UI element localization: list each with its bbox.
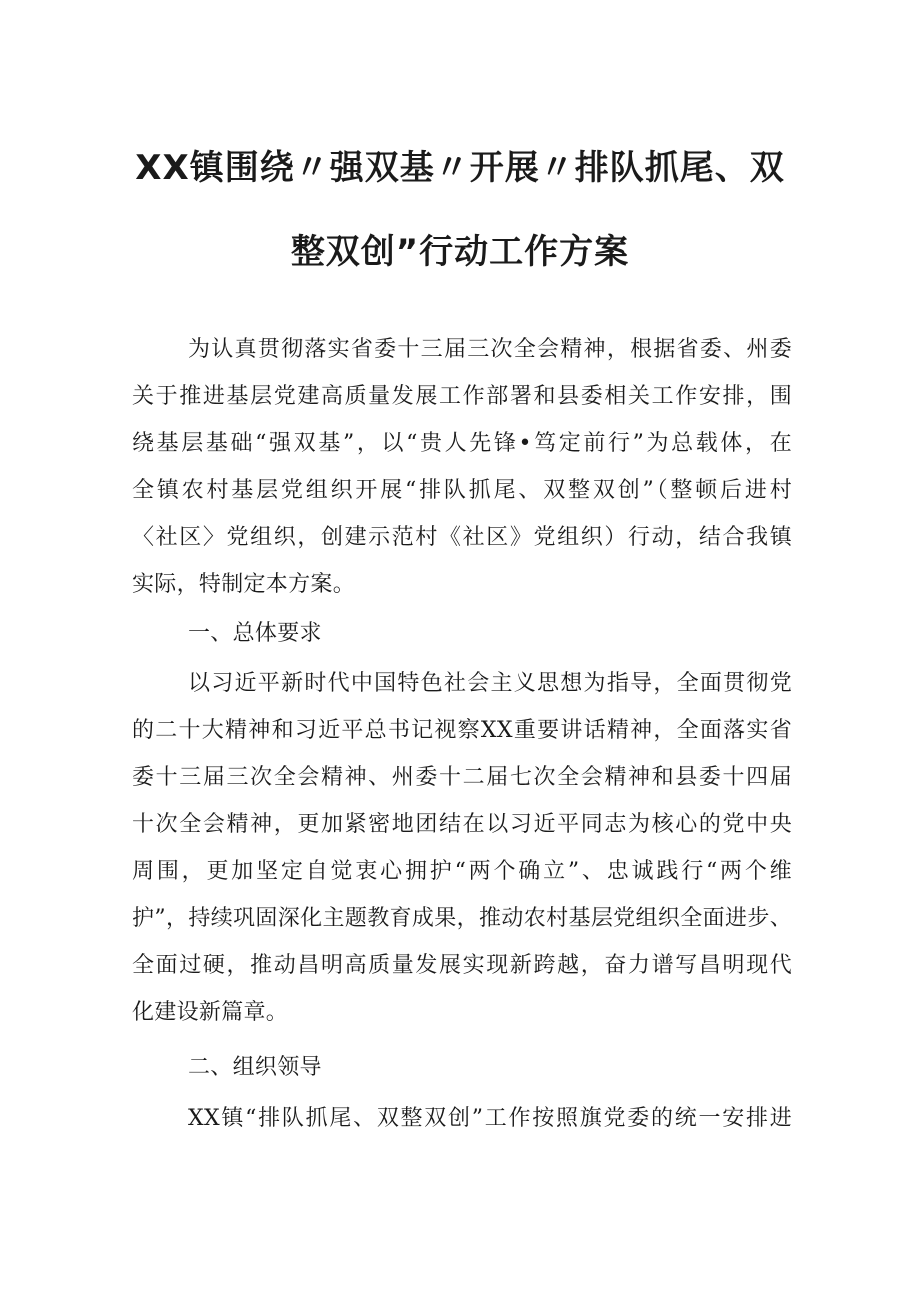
paragraph-line: 委十三届三次全会精神、州委十二届七次全会精神和县委十四届 [132, 765, 792, 790]
document-title-line-2: 整双创”行动工作方案 [290, 232, 630, 272]
paragraph-line: 〈社区〉党组织，创建示范村《社区》党组织）行动，结合我镇 [132, 525, 792, 550]
paragraph-line: 全面过硬，推动昌明高质量发展实现新跨越，奋力谱写昌明现代 [132, 953, 792, 978]
paragraph-line: 十次全会精神，更加紧密地团结在以习近平同志为核心的党中央 [132, 812, 792, 837]
paragraph-line: 周围，更加坚定自觉衷心拥护“两个确立”、忠诚践行“两个维 [132, 859, 792, 884]
paragraph-line: 的二十大精神和习近平总书记视察XX重要讲话精神，全面落实省 [132, 718, 792, 743]
paragraph-line: 实际，特制定本方案。 [132, 572, 356, 597]
section-heading: 一、总体要求 [188, 621, 322, 646]
paragraph-line: 护”，持续巩固深化主题教育成果，推动农村基层党组织全面进步、 [132, 906, 792, 931]
paragraph-line: 为认真贯彻落实省委十三届三次全会精神，根据省委、州委 [188, 337, 792, 362]
paragraph-line: 化建设新篇章。 [132, 1000, 289, 1025]
paragraph-line: XX镇“排队抓尾、双整双创”工作按照旗党委的统一安排进 [188, 1106, 792, 1131]
paragraph-line: 关于推进基层党建高质量发展工作部署和县委相关工作安排，围 [132, 384, 792, 409]
paragraph-line: 全镇农村基层党组织开展“排队抓尾、双整双创”（整顿后进村 [132, 478, 792, 503]
paragraph-line: 以习近平新时代中国特色社会主义思想为指导，全面贯彻党 [188, 671, 792, 696]
section-heading: 二、组织领导 [188, 1055, 322, 1080]
paragraph-line: 绕基层基础“强双基”，以“贵人先锋•笃定前行”为总载体，在 [132, 431, 792, 456]
document-title-line-1: XX镇围绕〃强双基〃开展〃排队抓尾、双 [135, 148, 785, 188]
